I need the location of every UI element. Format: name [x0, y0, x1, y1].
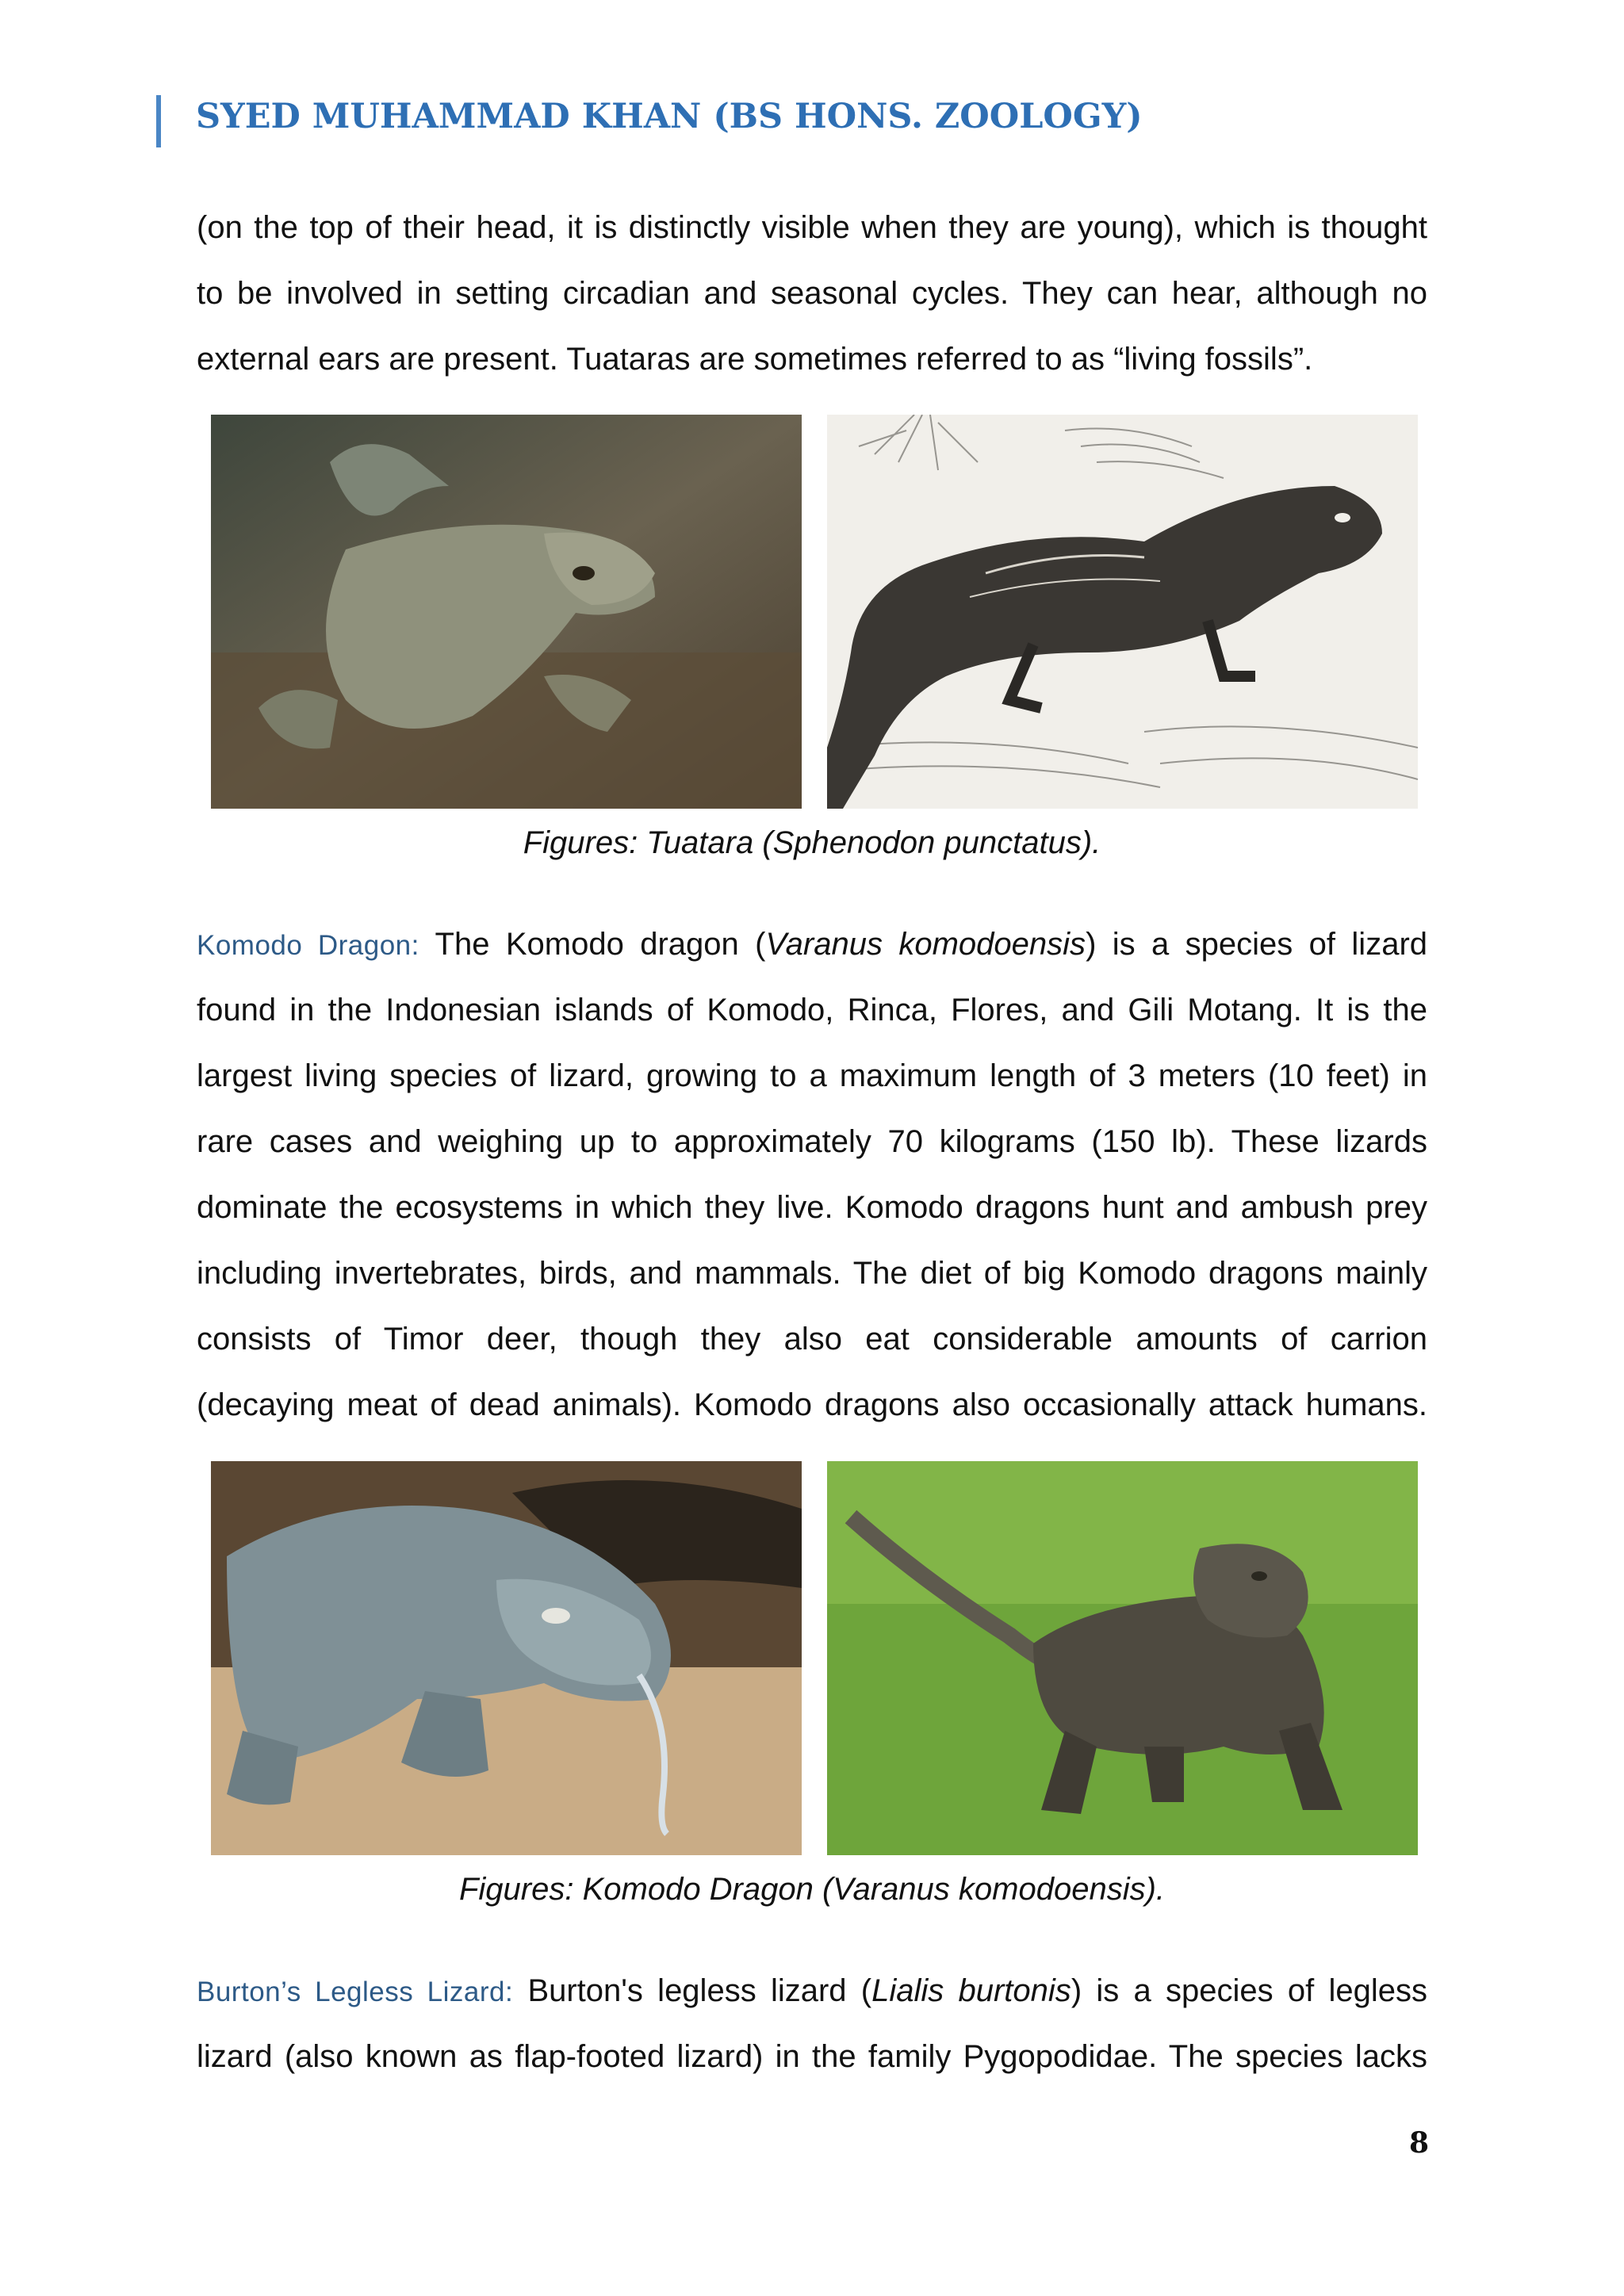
paragraph-line: dominate the ecosystems in which they live. Komodo dragons hunt and ambush prey [197, 1190, 1427, 1225]
paragraph-line: including invertebrates, birds, and mammals. The diet of big Komodo dragons mainly [197, 1256, 1427, 1291]
page-number: 8 [1408, 2126, 1429, 2160]
scientific-name: Varanus komodoensis [765, 927, 1086, 962]
paragraph-line: largest living species of lizard, growing to a maximum length of 3 meters (10 feet) in [197, 1058, 1427, 1093]
page-header-title: SYED MUHAMMAD KHAN (BS HONS. ZOOLOGY) [196, 97, 1143, 136]
komodo-paragraph [197, 912, 1427, 1438]
paragraph-line: external ears are present. Tuataras are sometimes referred to as “living fossils”. [197, 342, 1313, 377]
tuatara-figure-caption: Figures: Tuatara (Sphenodon punctatus). [523, 825, 1101, 860]
komodo-term: Komodo Dragon: [197, 930, 419, 961]
komodo-figure-caption: Figures: Komodo Dragon (Varanus komodoensis). [458, 1872, 1166, 1907]
paragraph-line: lizard (also known as flap-footed lizard) in the family Pygopodidae. The species lacks [197, 2039, 1427, 2074]
paragraph-line: (on the top of their head, it is distinctly visible when they are young), which is thought [197, 210, 1427, 245]
komodo-photo-tongue [211, 1461, 802, 1855]
paragraph-line: found in the Indonesian islands of Komodo, Rinca, Flores, and Gili Motang. It is the [197, 993, 1427, 1027]
scientific-name: Lialis burtonis [871, 1973, 1071, 2008]
intro-paragraph [197, 195, 1427, 392]
tuatara-engraving [827, 415, 1418, 809]
header-accent-bar [156, 95, 161, 147]
tuatara-photo [211, 415, 802, 809]
paragraph-line: to be involved in setting circadian and seasonal cycles. They can hear, although no [197, 276, 1427, 311]
text-span: ) is a species of lizard [1086, 927, 1428, 962]
paragraph-line [197, 912, 1427, 978]
text-span: ) is a species of legless [1071, 1973, 1428, 2008]
paragraph-line: consists of Timor deer, though they also eat considerable amounts of carrion [197, 1322, 1427, 1357]
text-span: The Komodo dragon ( [419, 927, 766, 962]
burton-paragraph [197, 1958, 1427, 2090]
burton-term: Burton’s Legless Lizard: [197, 1976, 514, 2007]
paragraph-line: rare cases and weighing up to approximately 70 kilograms (150 lb). These lizards [197, 1124, 1427, 1159]
paragraph-line [197, 1958, 1427, 2024]
paragraph-line: (decaying meat of dead animals). Komodo dragons also occasionally attack humans. [197, 1387, 1427, 1422]
text-span: Burton's legless lizard ( [513, 1973, 872, 2008]
komodo-photo-grass [827, 1461, 1418, 1855]
